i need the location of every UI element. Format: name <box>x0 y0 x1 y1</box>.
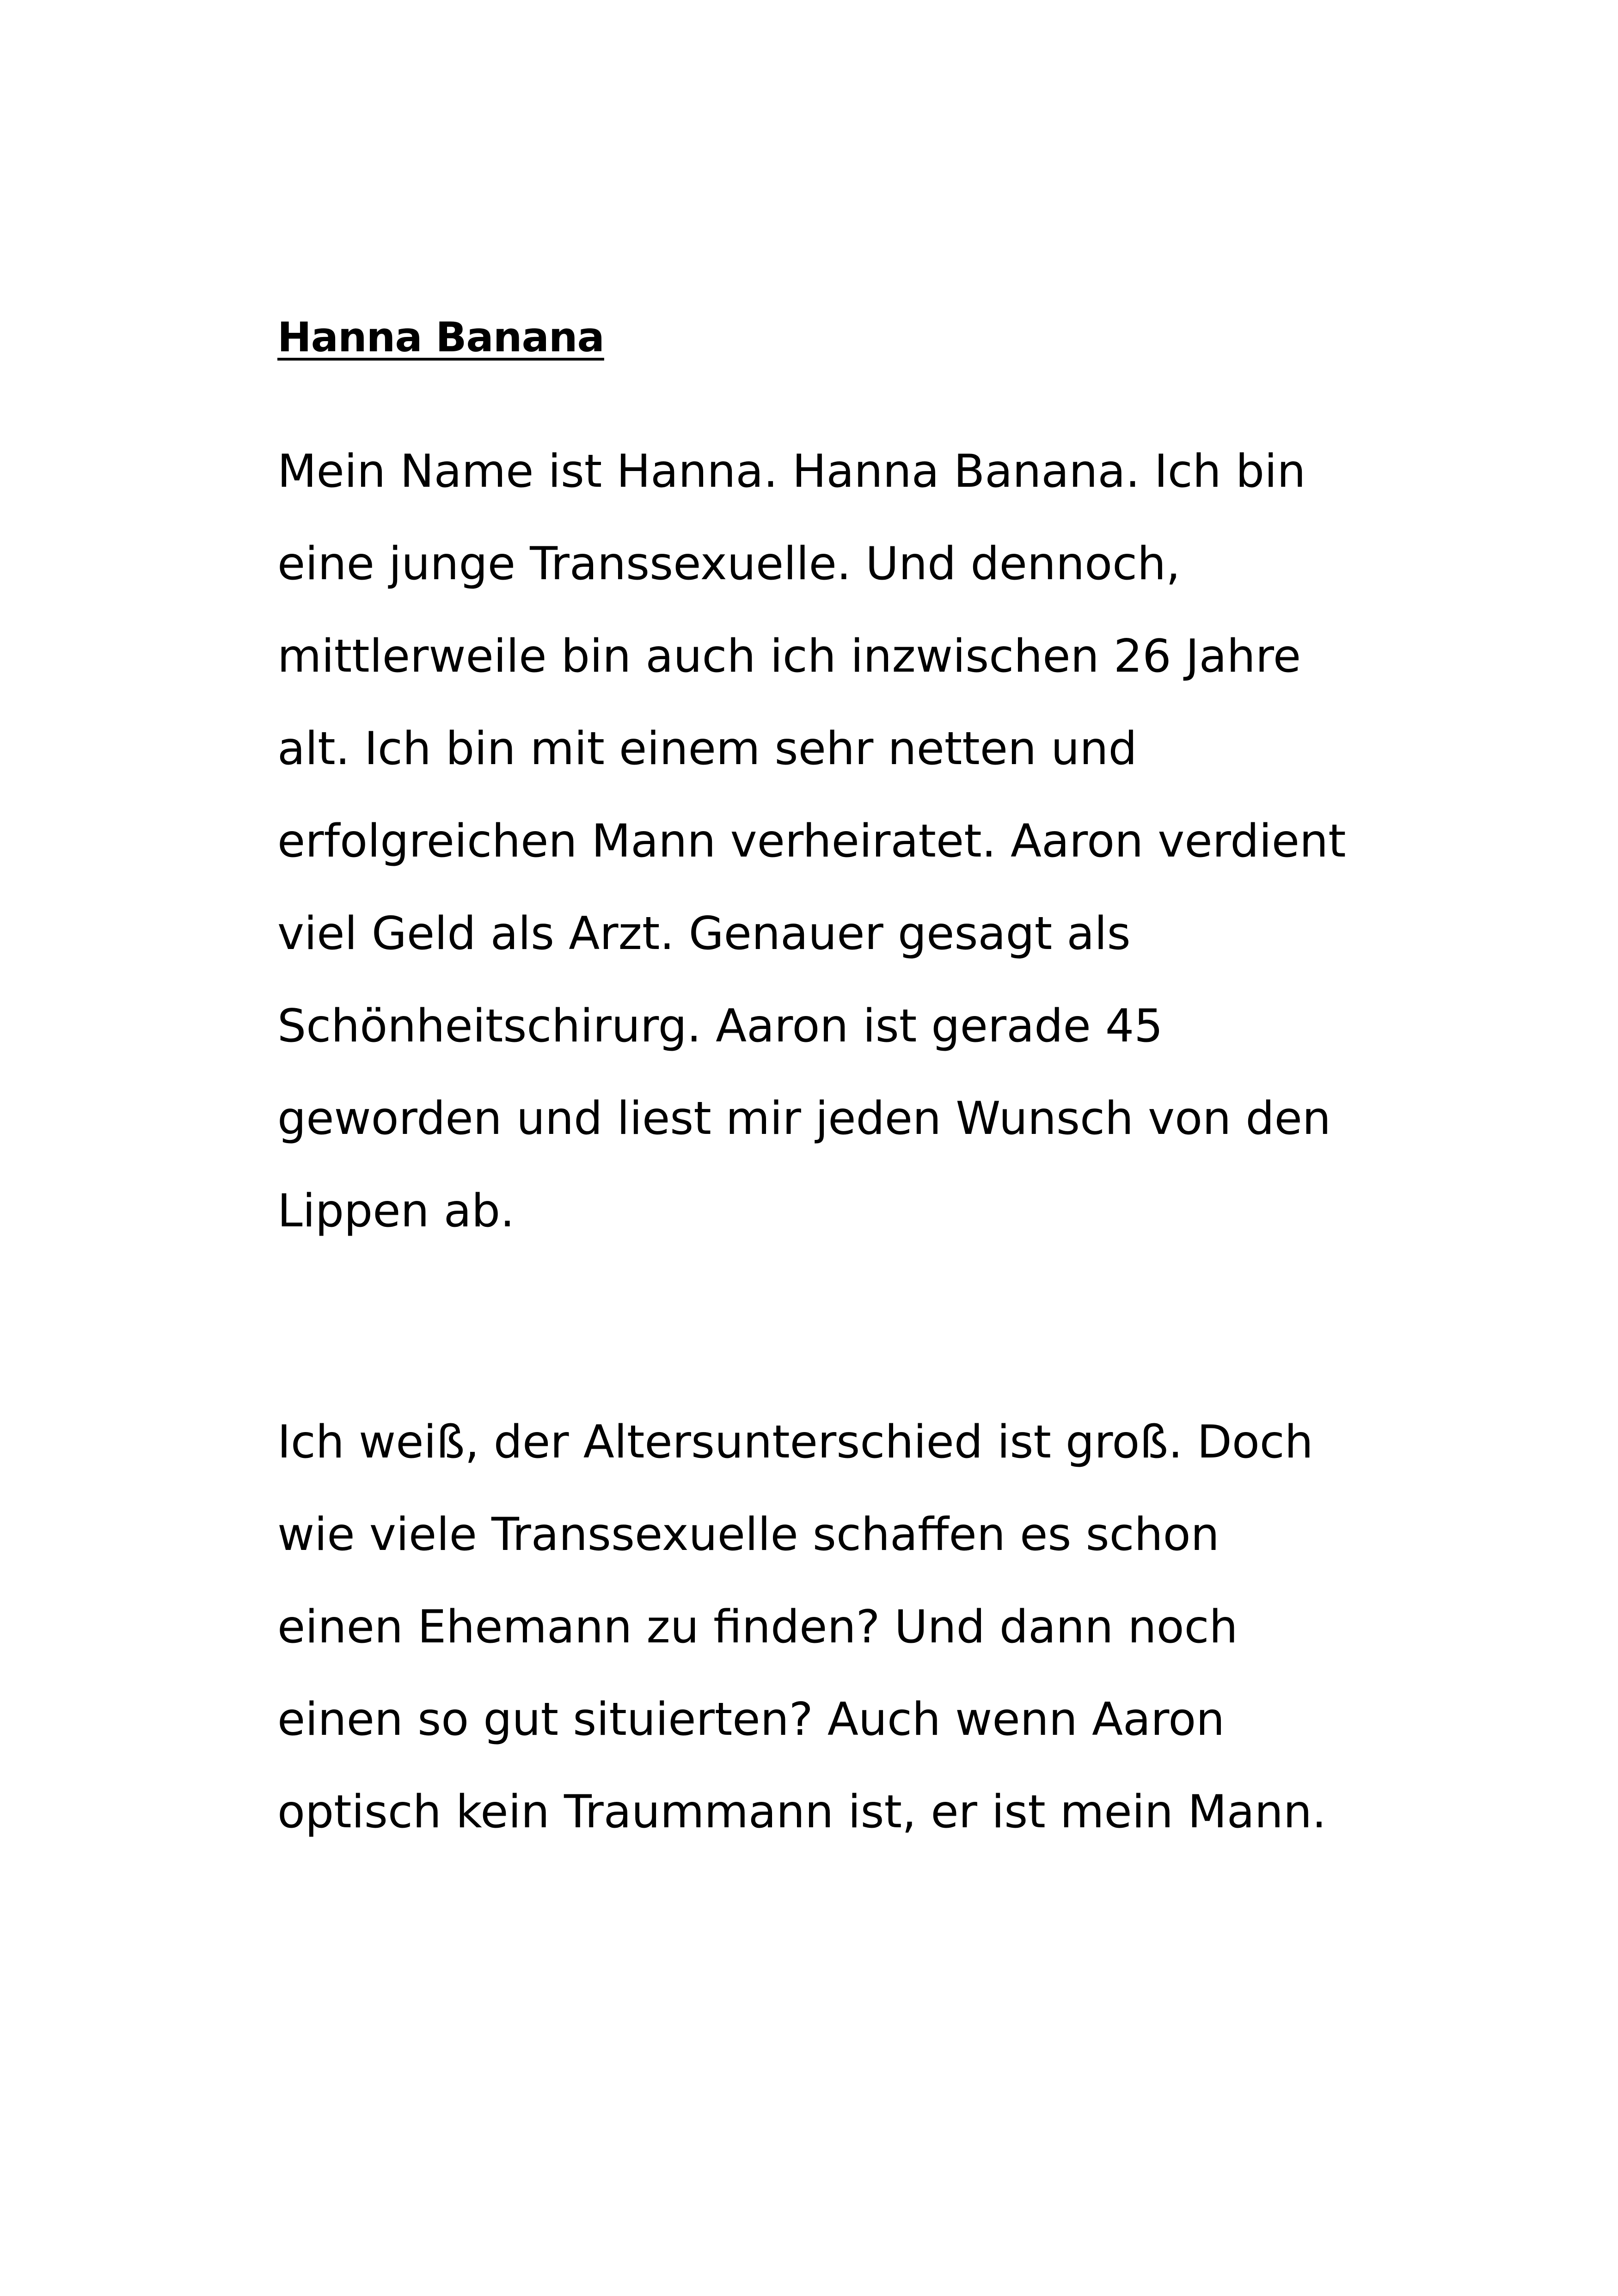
paragraph-line: eine junge Transsexuelle. Und dennoch, <box>277 538 1181 590</box>
document-title: Hanna Banana <box>277 313 604 361</box>
paragraph-line: optisch kein Traummann ist, er ist mein Mann. <box>277 1786 1327 1838</box>
paragraph-line: Schönheitschirurg. Aaron ist gerade 45 <box>277 1000 1163 1053</box>
paragraph-line: geworden und liest mir jeden Wunsch von den <box>277 1092 1331 1145</box>
paragraph-1 <box>277 425 1346 1257</box>
paragraph-line: Mein Name ist Hanna. Hanna Banana. Ich bin <box>277 445 1306 498</box>
paragraph-line: erfolgreichen Mann verheiratet. Aaron verdient <box>277 815 1346 868</box>
paragraph-line: Lippen ab. <box>277 1185 515 1237</box>
paragraph-line: einen Ehemann zu finden? Und dann noch <box>277 1601 1238 1653</box>
paragraph-line: mittlerweile bin auch ich inzwischen 26 Jahre <box>277 630 1301 683</box>
paragraph-line: viel Geld als Arzt. Genauer gesagt als <box>277 907 1131 960</box>
paragraph-line: wie viele Transsexuelle schaffen es schon <box>277 1508 1220 1561</box>
paragraph-2 <box>277 1396 1326 1858</box>
paragraph-line: einen so gut situierten? Auch wenn Aaron <box>277 1693 1225 1746</box>
paragraph-line: Ich weiß, der Altersunterschied ist groß. Doch <box>277 1416 1313 1469</box>
paragraph-line: alt. Ich bin mit einem sehr netten und <box>277 722 1137 775</box>
